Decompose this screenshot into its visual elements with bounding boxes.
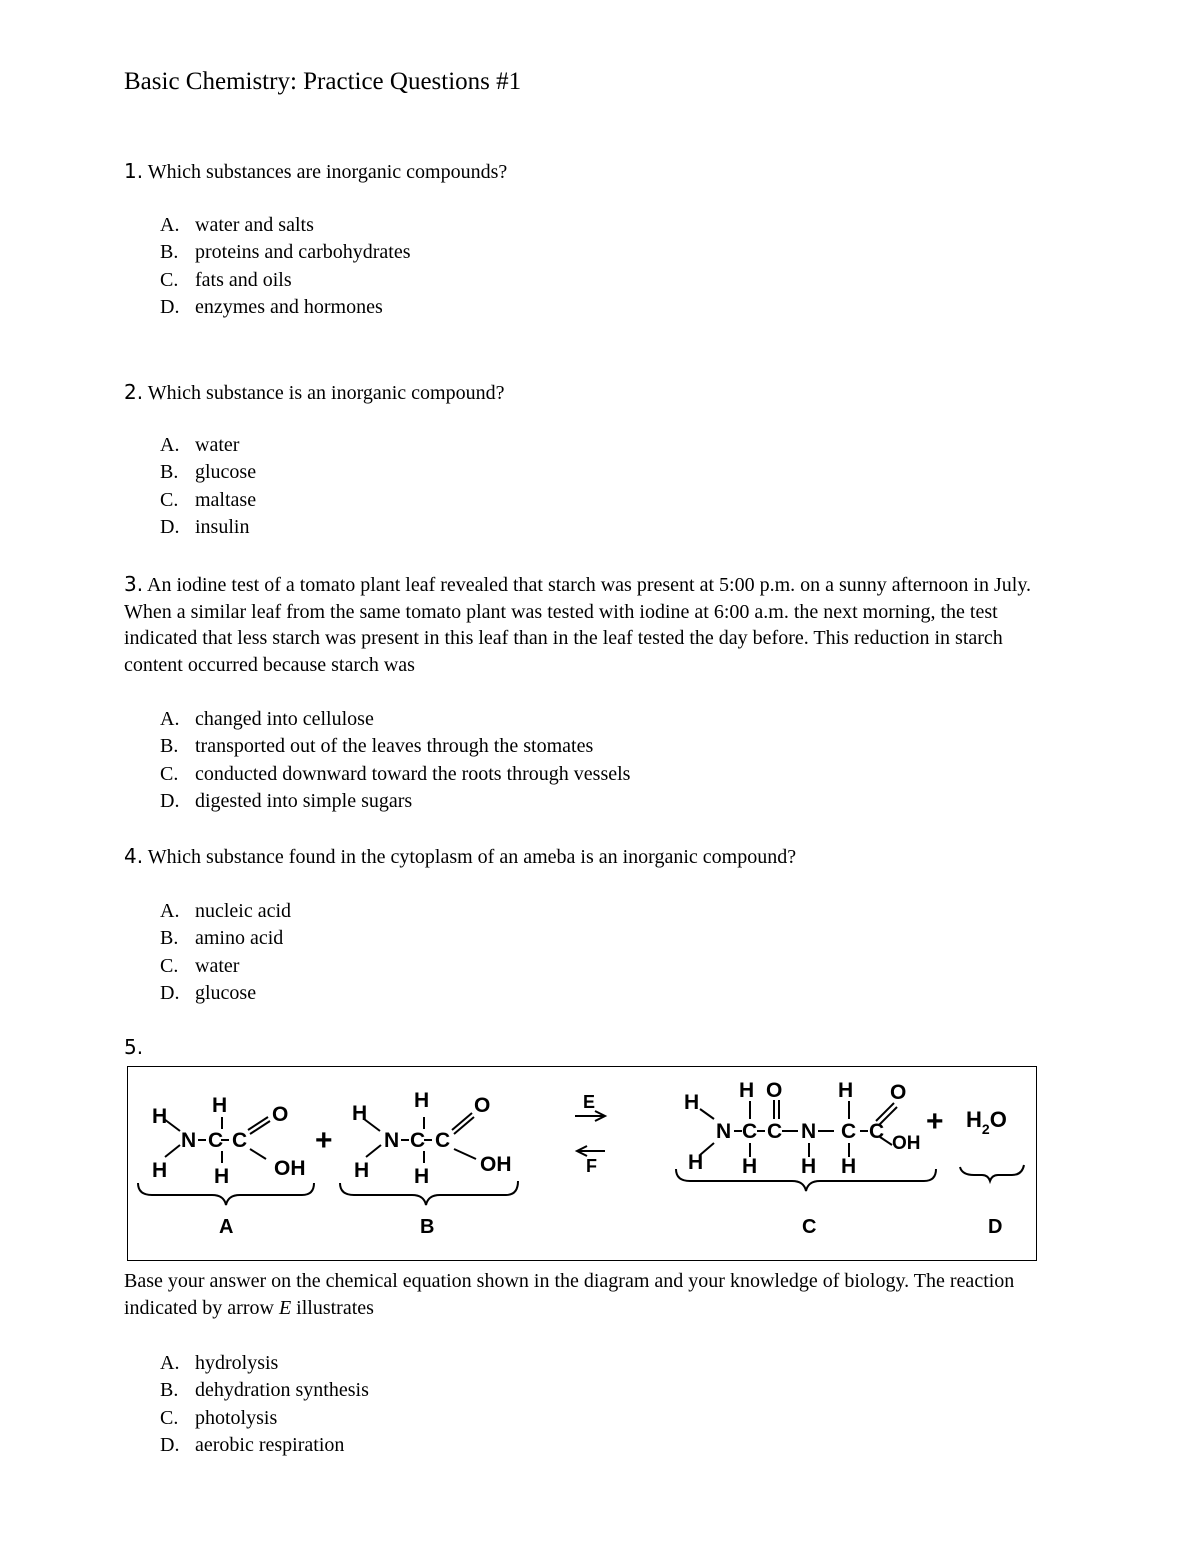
option-text: water and salts: [195, 214, 314, 236]
atom-label: H: [801, 1155, 817, 1178]
option-letter: A.: [160, 708, 180, 730]
option-letter: C.: [160, 954, 179, 977]
option-letter: A.: [160, 434, 180, 456]
atom-label: OH: [274, 1157, 306, 1180]
question-number: 2.: [124, 380, 144, 404]
question-number: 3.: [124, 572, 144, 596]
option-text: amino acid: [195, 927, 284, 950]
water-subscript: 2: [981, 1121, 990, 1137]
chemical-equation-diagram: [127, 1066, 1037, 1261]
question-2-options: [160, 432, 256, 541]
water-oxygen: O: [989, 1107, 1007, 1132]
option-letter: D.: [160, 981, 180, 1004]
atom-label: H: [684, 1091, 700, 1114]
option-item: [160, 980, 291, 1007]
atom-label: H: [414, 1089, 430, 1112]
atom-label: OH: [480, 1153, 512, 1176]
arrow-label-e: E: [583, 1092, 596, 1112]
question-2: [124, 379, 1054, 407]
group-label-c: C: [802, 1216, 817, 1238]
question-text: Which substances are inorganic compounds?: [147, 161, 508, 183]
option-letter: C.: [160, 1406, 179, 1429]
option-letter: B.: [160, 735, 179, 758]
page-title: Basic Chemistry: Practice Questions #1: [124, 68, 522, 95]
atom-label: O: [766, 1079, 783, 1102]
question-4: [124, 843, 1054, 871]
option-letter: C.: [160, 762, 179, 785]
atom-label: N: [716, 1120, 732, 1143]
atom-label: C: [410, 1129, 426, 1152]
atom-labels: [152, 1079, 1007, 1238]
atom-label: H: [414, 1165, 430, 1188]
water-hydrogen: H: [966, 1107, 982, 1132]
question-3: [124, 571, 1054, 678]
option-letter: B.: [160, 461, 179, 484]
option-text: fats and oils: [195, 268, 292, 291]
option-item: [160, 294, 410, 321]
atom-label: H: [152, 1105, 168, 1128]
atom-label: H: [841, 1155, 857, 1178]
atom-label: C: [841, 1120, 857, 1143]
option-text: digested into simple sugars: [195, 789, 413, 812]
atom-label: H: [688, 1151, 704, 1174]
question-text: Base your answer on the chemical equation shown in the diagram and your knowledge of biology. The reaction indicated by arrow: [124, 1270, 1015, 1319]
group-label-b: B: [420, 1216, 435, 1238]
option-item: [160, 1350, 369, 1377]
equation-svg: [128, 1067, 1038, 1262]
atom-label: H: [742, 1155, 758, 1178]
atom-label: C: [869, 1120, 885, 1143]
question-number: 1.: [124, 159, 144, 183]
atom-label: H: [212, 1094, 228, 1117]
option-text: enzymes and hormones: [195, 295, 383, 318]
atom-label: O: [474, 1094, 491, 1117]
question-number: 4.: [124, 844, 144, 868]
option-letter: B.: [160, 1379, 179, 1402]
option-text: glucose: [195, 461, 257, 484]
option-item: [160, 761, 630, 788]
option-letter: D.: [160, 1433, 180, 1456]
option-text: water: [195, 954, 240, 977]
option-letter: B.: [160, 241, 179, 264]
option-letter: B.: [160, 927, 179, 950]
option-letter: D.: [160, 515, 180, 538]
option-text: insulin: [195, 515, 250, 538]
atom-label: OH: [892, 1133, 921, 1154]
option-item: [160, 898, 291, 925]
group-label-d: D: [988, 1216, 1003, 1238]
option-text: aerobic respiration: [195, 1433, 345, 1456]
option-text: proteins and carbohydrates: [195, 241, 411, 264]
option-item: [160, 953, 291, 980]
option-text: water: [195, 434, 240, 456]
atom-label: C: [208, 1129, 224, 1152]
option-letter: A.: [160, 214, 180, 236]
atom-label: O: [272, 1103, 289, 1126]
atom-label: H: [352, 1102, 368, 1125]
question-text: Which substance is an inorganic compound?: [147, 382, 505, 404]
option-item: [160, 925, 291, 952]
atom-label: O: [890, 1081, 907, 1104]
option-text: hydrolysis: [195, 1352, 279, 1374]
question-text-italic: E: [278, 1297, 292, 1319]
option-letter: A.: [160, 900, 180, 922]
atom-label: C: [742, 1120, 758, 1143]
question-4-options: [160, 898, 291, 1007]
option-item: [160, 514, 256, 541]
arrow-label-f: F: [586, 1156, 597, 1176]
option-letter: A.: [160, 1352, 180, 1374]
option-item: [160, 239, 410, 266]
option-item: [160, 459, 256, 486]
option-item: [160, 733, 630, 760]
question-number: 5.: [124, 1035, 144, 1059]
atom-label: H: [739, 1079, 755, 1102]
option-letter: D.: [160, 789, 180, 812]
group-label-a: A: [219, 1216, 234, 1238]
atom-label: N: [181, 1129, 197, 1152]
atom-label: C: [767, 1120, 783, 1143]
option-item: [160, 267, 410, 294]
question-1: [124, 158, 1054, 186]
question-5-text: [124, 1268, 1064, 1322]
option-text: transported out of the leaves through the stomates: [195, 735, 594, 758]
option-item: [160, 788, 630, 815]
option-letter: C.: [160, 268, 179, 291]
option-letter: D.: [160, 295, 180, 318]
option-text: conducted downward toward the roots through vessels: [195, 762, 631, 785]
atom-label: C: [232, 1129, 248, 1152]
atom-label: N: [384, 1129, 400, 1152]
option-item: [160, 212, 410, 239]
option-item: [160, 487, 256, 514]
question-3-options: [160, 706, 630, 815]
option-text: maltase: [195, 488, 257, 511]
question-1-options: [160, 212, 410, 321]
option-item: [160, 1405, 369, 1432]
option-item: [160, 432, 256, 459]
question-text: Which substance found in the cytoplasm of an ameba is an inorganic compound?: [147, 846, 797, 868]
option-text: photolysis: [195, 1406, 278, 1429]
option-item: [160, 1432, 369, 1459]
option-text: dehydration synthesis: [195, 1379, 369, 1402]
atom-label: C: [435, 1129, 451, 1152]
option-text: glucose: [195, 981, 257, 1004]
plus-sign: +: [926, 1105, 944, 1138]
option-text: changed into cellulose: [195, 708, 374, 730]
option-text: nucleic acid: [195, 900, 292, 922]
atom-label: H: [214, 1165, 230, 1188]
atom-label: H: [838, 1079, 854, 1102]
option-item: [160, 706, 630, 733]
question-5-options: [160, 1350, 369, 1459]
question-text: An iodine test of a tomato plant leaf revealed that starch was present at 5:00 p.m. on a sunny afternoon in July. When a similar leaf from the same tomato plant was tested with iodine at 6:00 a.m. the next morning, the test indicated that less starch was present in this leaf than in the leaf tested the day before. This reduction in starch content occurred because starch was: [124, 574, 1032, 676]
atom-label: H: [354, 1159, 370, 1182]
atom-label: H: [152, 1159, 168, 1182]
option-item: [160, 1377, 369, 1404]
plus-sign: +: [315, 1124, 333, 1157]
option-letter: C.: [160, 488, 179, 511]
question-text-end: illustrates: [291, 1297, 374, 1319]
water-formula: [966, 1107, 1007, 1137]
atom-label: N: [801, 1120, 817, 1143]
